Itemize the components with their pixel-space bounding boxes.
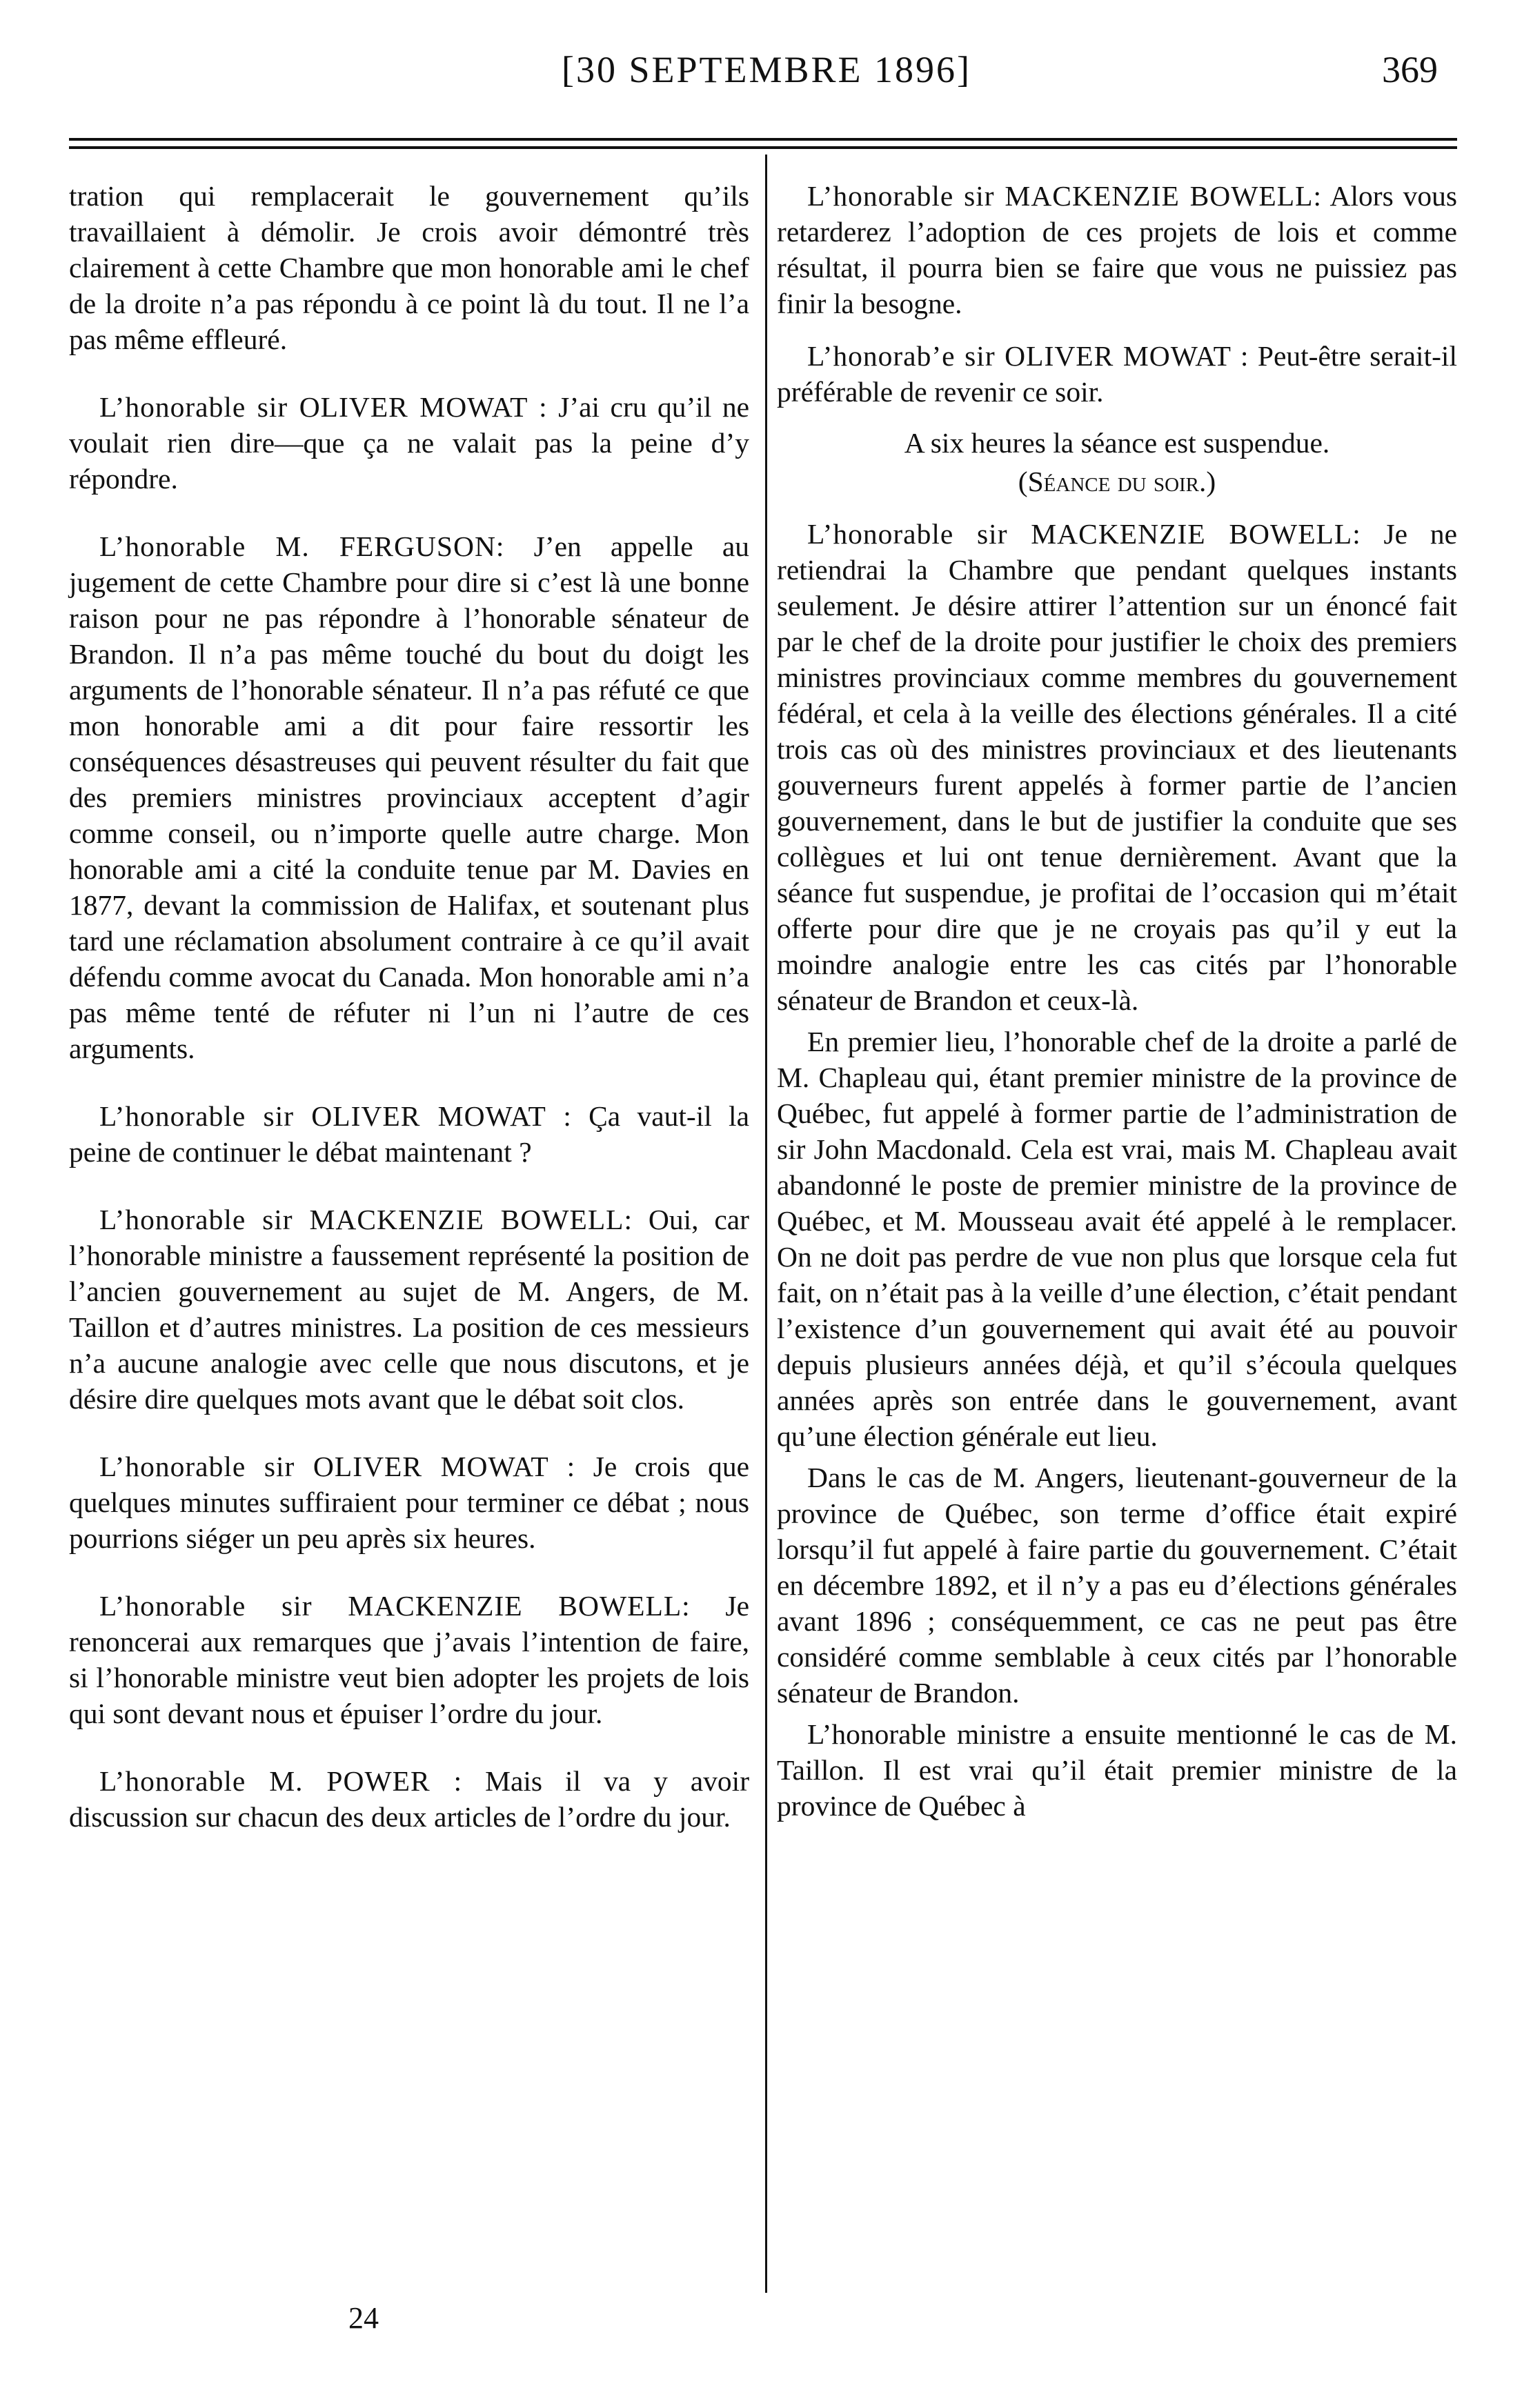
left-column: [69, 178, 749, 1835]
column-divider: [765, 155, 767, 2293]
speaker: L’honorable sir MACKENZIE BOWELL:: [807, 518, 1361, 550]
speaker: L’honorable sir OLIVER MOWAT :: [99, 1451, 576, 1482]
page-header: [0, 41, 1533, 103]
speech: L’honorable sir OLIVER MOWAT : J’ai cru qu’il ne voulait rien dire—que ça ne valait pas la peine d’y répondre.: [69, 391, 749, 495]
session-notice: A six heures la séance est suspendue.: [904, 427, 1330, 459]
speech: L’honorable sir OLIVER MOWAT : Ça vaut-il la peine de continuer le débat maintenant ?: [69, 1100, 749, 1168]
paragraph: En premier lieu, l’honorable chef de la droite a parlé de M. Chapleau qui, étant premier ministre de la province de Québec, fut appelé à former partie de l’administration de sir John Macdonald. Cela est vrai, mais M. Chapleau avait abandonné le poste de premier ministre de la province de Québec, et M. Mousseau avait été appelé à le remplacer. On ne doit pas perdre de vue non plus que lorsque cela fut fait, on n’était pas à la veille d’une élection, c’était pendant l’existence d’un gouvernement qui avait été au pouvoir depuis plusieurs années déjà, et qu’il s’écoula quelques années après son entrée dans le gouvernement, avant qu’une élection générale eut lieu.: [777, 1026, 1457, 1452]
speech: L’honorable sir MACKENZIE BOWELL: Oui, car l’honorable ministre a faussement représenté la position de l’ancien gouvernement au sujet de M. Angers, de M. Taillon et d’autres ministres. La position de ces messieurs n’a aucune analogie avec celle que nous discutons, et je désire dire quelques mots avant que le débat soit clos.: [69, 1204, 749, 1415]
paragraph: tration qui remplacerait le gouvernement qu’ils travaillaient à démolir. Je crois avoir démontré très clairement à cette Chambre que mon honorable ami le chef de la droite n’a pas répondu à ce point là du tout. Il ne l’a pas même effleuré.: [69, 180, 749, 355]
speech: L’honorab’e sir OLIVER MOWAT : Peut-être serait-il préférable de revenir ce soir.: [777, 340, 1457, 408]
paragraph: L’honorable ministre a ensuite mentionné le cas de M. Taillon. Il est vrai qu’il était premier ministre de la province de Québec à: [777, 1718, 1457, 1822]
speaker: L’honorable M. POWER :: [99, 1765, 463, 1797]
paragraph: Dans le cas de M. Angers, lieutenant-gouverneur de la province de Québec, son terme d’office était expiré lorsqu’il fut appelé à faire partie du gouvernement. C’était en décembre 1892, et il n’y a pas eu d’élections générales avant 1896 ; conséquemment, ce cas ne peut pas être considéré comme semblable à ceux cités par l’honorable sénateur de Brandon.: [777, 1462, 1457, 1709]
speech: L’honorable sir MACKENZIE BOWELL: Je ne retiendrai la Chambre que pendant quelques instants seulement. Je désire attirer l’attention sur un énoncé fait par le chef de la droite pour justifier le choix des premiers ministres provinciaux comme membres du gouvernement fédéral, et cela à la veille des élections générales. Il a cité trois cas où des ministres provinciaux et des lieutenants gouverneurs furent appelés à former partie de l’ancien gouvernement, dans le but de justifier la conduite que ses collègues et lui ont tenue dernièrement. Avant que la séance fut suspendue, je profitai de l’occasion qui m’était offerte pour dire que je ne croyais pas qu’il y eut la moindre analogie entre les cas cités par l’honorable sénateur de Brandon et ceux-là.: [777, 518, 1458, 1016]
speaker: L’honorable sir OLIVER MOWAT :: [99, 1100, 572, 1132]
header-rule-top: [69, 138, 1457, 141]
speech: L’honorable sir MACKENZIE BOWELL: Je renoncerai aux remarques que j’avais l’intention de faire, si l’honorable ministre veut bien adopter les projets de lois qui sont devant nous et épuiser l’ordre du jour.: [69, 1590, 749, 1729]
speech: L’honorable sir OLIVER MOWAT : Je crois que quelques minutes suffiraient pour terminer ce débat ; nous pourrions siéger un peu après six heures.: [69, 1451, 749, 1554]
speaker: L’honorable sir OLIVER MOWAT :: [99, 391, 548, 423]
header-date: [30 SEPTEMBRE 1896]: [561, 49, 972, 90]
right-column: [777, 178, 1457, 1824]
speaker: L’honorable sir MACKENZIE BOWELL:: [99, 1204, 633, 1235]
speech: L’honorable sir MACKENZIE BOWELL: Alors vous retarderez l’adoption de ces projets de lois et comme résultat, il pourra bien se faire que vous ne puissiez pas finir la besogne.: [777, 180, 1457, 319]
sitting-heading: (Séance du soir.): [1018, 466, 1216, 497]
speaker: L’honorable sir MACKENZIE BOWELL:: [99, 1590, 691, 1622]
speech: L’honorable M. POWER : Mais il va y avoir discussion sur chacun des deux articles de l’ordre du jour.: [69, 1765, 750, 1833]
speaker: L’honorable sir MACKENZIE BOWELL:: [807, 180, 1323, 212]
speech: L’honorable M. FERGUSON: J’en appelle au jugement de cette Chambre pour dire si c’est là une bonne raison pour ne pas répondre à l’honorable sénateur de Brandon. Il n’a pas même touché du bout du doigt les arguments de l’honorable sénateur. Il n’a pas réfuté ce que mon honorable ami a dit pour faire ressortir les conséquences désastreuses qui peuvent résulter du fait que des premiers ministres provinciaux acceptent d’agir comme conseil, ou n’importe quelle autre charge. Mon honorable ami a cité la conduite tenue par M. Davies en 1877, devant la commission de Halifax, et soutenant plus tard une réclamation absolument contraire à ce qu’il avait défendu comme avocat du Canada. Mon honorable ami n’a pas même tenté de réfuter ni l’un ni l’autre de ces arguments.: [69, 530, 749, 1064]
page-number: 369: [1382, 49, 1438, 90]
speaker: L’honorable M. FERGUSON:: [99, 530, 505, 562]
signature-mark: 24: [348, 2301, 379, 2335]
speaker: L’honorab’e sir OLIVER MOWAT :: [807, 340, 1249, 372]
header-rule-bottom: [69, 146, 1457, 149]
